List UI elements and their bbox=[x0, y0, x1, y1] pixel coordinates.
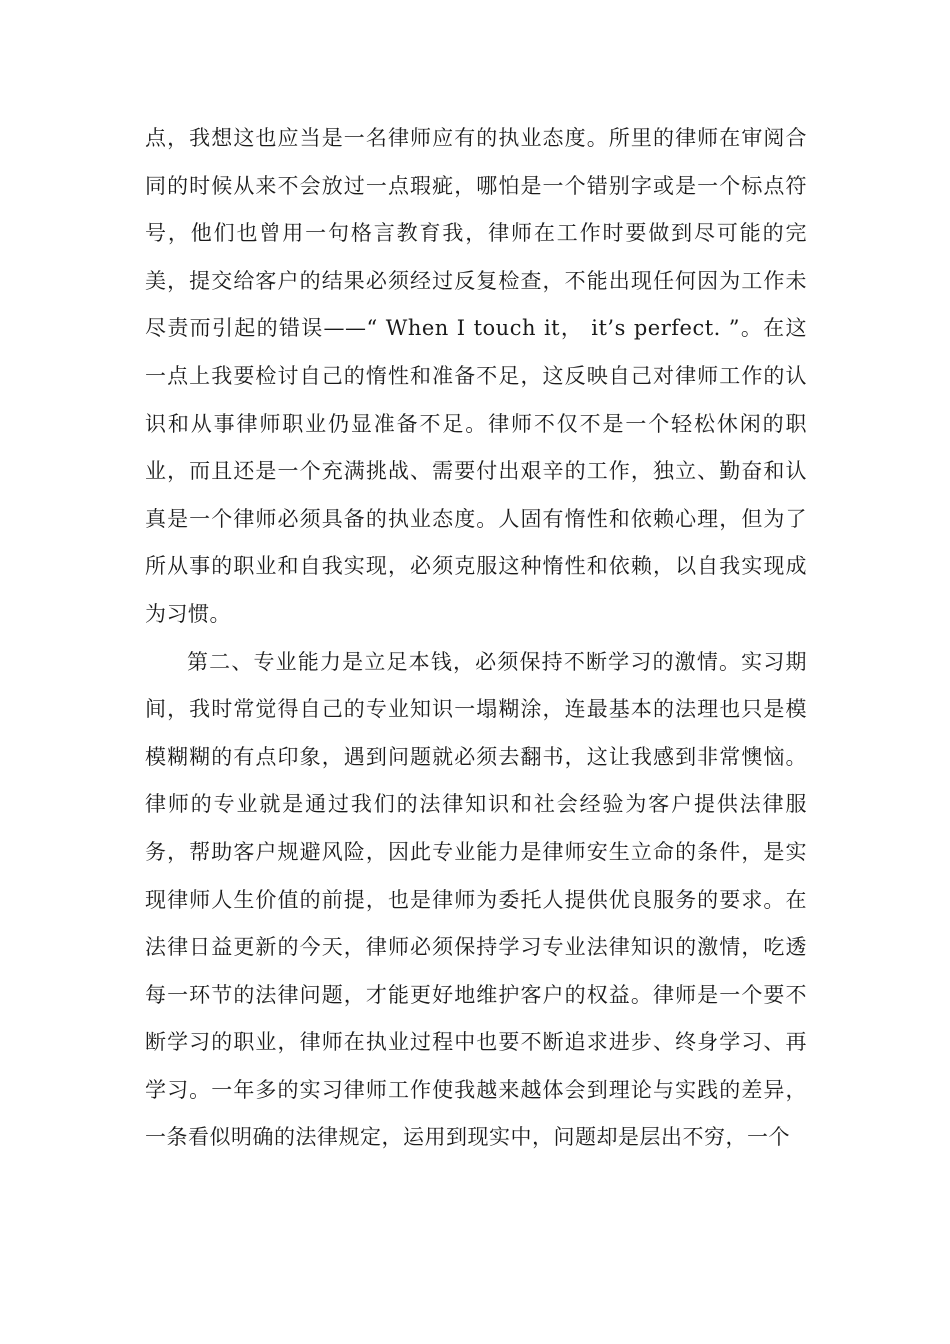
paragraph-continuation: 点，我想这也应当是一名律师应有的执业态度。所里的律师在审阅合同的时候从来不会放过一点瑕疵，哪怕是一个错别字或是一个标点符号，他们也曾用一句格言教育我，律师在工作时要做到尽可能的完美，提交给客户的结果必须经过反复检查，不能出现任何因为工作未尽责而引起的错误——“ When I touch it， it’s perfect. ”。在这一点上我要检讨自己的惰性和准备不足，这反映自己对律师工作的认识和从事律师职业仍显准备不足。律师不仅不是一个轻松休闲的职业，而且还是一个充满挑战、需要付出艰辛的工作，独立、勤奋和认真是一个律师必须具备的执业态度。人固有惰性和依赖心理，但为了所从事的职业和自我实现，必须克服这种惰性和依赖，以自我实现成为习惯。 bbox=[145, 126, 807, 626]
paragraph-professional-ability: 第二、专业能力是立足本钱，必须保持不断学习的激情。实习期间，我时常觉得自己的专业知识一塌糊涂，连最基本的法理也只是模模糊糊的有点印象，遇到问题就必须去翻书，这让我感到非常懊恼。律师的专业就是通过我们的法律知识和社会经验为客户提供法律服务，帮助客户规避风险，因此专业能力是律师安生立命的条件，是实现律师人生价值的前提，也是律师为委托人提供优良服务的要求。在法律日益更新的今天，律师必须保持学习专业法律知识的激情，吃透每一环节的法律问题，才能更好地维护客户的权益。律师是一个要不断学习的职业，律师在执业过程中也要不断追求进步、终身学习、再学习。一年多的实习律师工作使我越来越体会到理论与实践的差异，一条看似明确的法律规定，运用到现实中，问题却是层出不穷，一个 bbox=[145, 649, 807, 1150]
document-body bbox=[145, 115, 807, 1162]
